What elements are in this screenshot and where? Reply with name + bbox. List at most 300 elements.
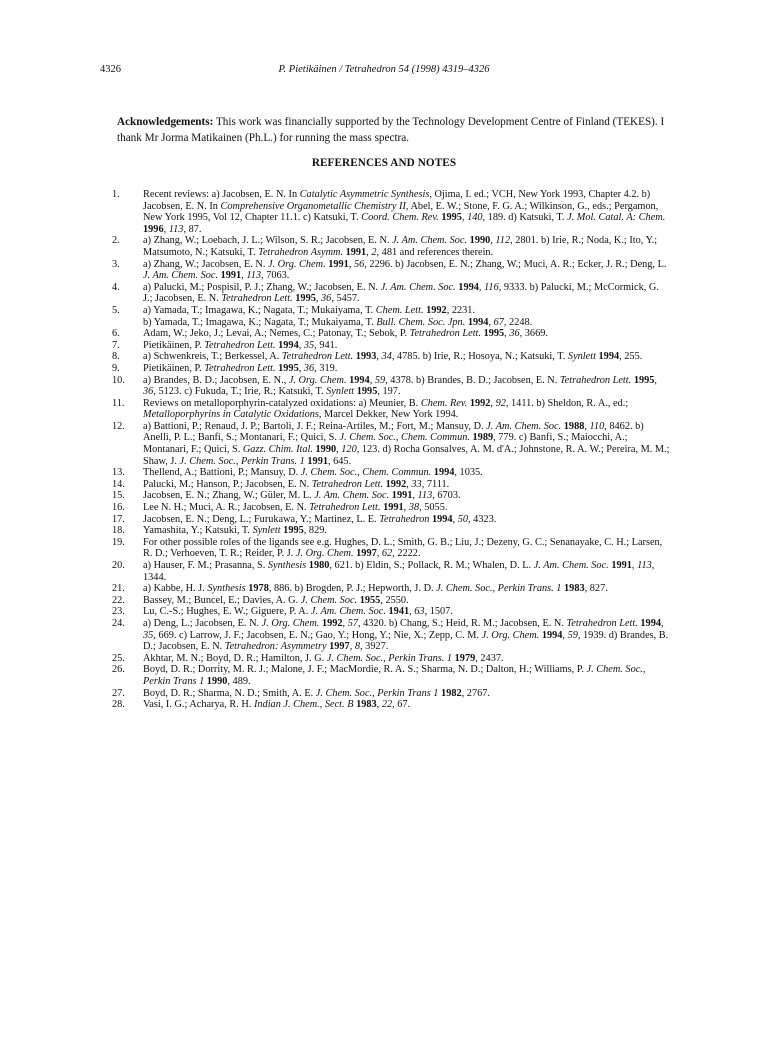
reference-segment: b) Yamada, T.; Imagawa, K.; Nagata, T.; Mukaiyama, T. xyxy=(143,316,377,328)
reference-segment: , xyxy=(403,502,409,514)
reference-segment: a) Deng, L.; Jacobsen, E. N. xyxy=(143,617,262,629)
reference-text xyxy=(143,537,662,560)
reference-number: 23. xyxy=(112,606,125,618)
reference-text xyxy=(143,363,337,374)
reference-segment: , xyxy=(315,293,322,305)
reference-number: 25. xyxy=(112,652,125,664)
reference-italic: Tetrahedron Lett. xyxy=(409,328,481,340)
reference-segment: , 489. xyxy=(227,675,251,687)
reference-segment: , 4785. b) Irie, R.; Hosoya, N.; Katsuki, T. xyxy=(391,351,568,363)
reference-segment: , 87. xyxy=(183,223,202,235)
reference-italic: Tetrahedron: Asymmetry xyxy=(224,641,327,653)
reference-text xyxy=(143,595,409,606)
reference-segment: Yamashita, Y.; Katsuki, T. xyxy=(143,525,253,537)
reference-segment: Akhtar, M. N.; Boyd, D. R.; Hamilton, J. G. xyxy=(143,652,327,664)
reference-italic: 116 xyxy=(484,281,499,293)
reference-segment: , 5457. xyxy=(331,293,360,305)
reference-text xyxy=(143,583,608,594)
reference-italic: J. Org. Chem. xyxy=(288,374,347,386)
reference-year: 1995 xyxy=(295,293,316,305)
reference-item xyxy=(112,467,670,479)
reference-italic: J. Chem. Soc. xyxy=(300,594,358,606)
reference-segment: , xyxy=(504,328,510,340)
reference-segment: , 669. c) Larrow, J. F.; Jacobsen, E. N.; Gao, Y.; Hong, Y.; Nie, X.; Zepp, C. M. xyxy=(153,629,482,641)
reference-italic: J. Org. Chem. xyxy=(267,258,326,270)
reference-italic: J. Chem. Soc., Perkin Trans. 1 xyxy=(179,455,305,467)
reference-segment: a) Yamada, T.; Imagawa, K.; Nagata, T.; Mukaiyama, T. xyxy=(143,304,376,316)
reference-segment: Lee N. H.; Muci, A. R.; Jacobsen, E. N. xyxy=(143,502,310,514)
reference-segment: , 779. c) Banfi, S.; Maiocchi, A.; Montanari, F.; Quici, S. xyxy=(143,432,628,456)
reference-segment: Pietikäinen, P. xyxy=(143,339,205,351)
reference-segment: , xyxy=(349,641,355,653)
reference-text xyxy=(143,351,642,362)
reference-item xyxy=(112,421,670,467)
reference-item xyxy=(112,351,670,363)
reference-italic: Catalytic Asymmetric Synthesis xyxy=(299,189,430,200)
reference-year: 1991 xyxy=(220,270,242,282)
reference-italic: Tetrahedron Lett. xyxy=(204,339,276,351)
reference-italic: J. Chem. Soc., Perkin Trans. 1 xyxy=(436,583,562,595)
reference-text xyxy=(143,398,628,421)
reference-year: 1995 xyxy=(278,362,299,374)
reference-year: 1993 xyxy=(355,351,377,363)
reference-segment: , 1939. d) Brandes, B. D.; Jacobsen, E. N. xyxy=(143,629,669,653)
reference-segment: , 5123. c) Fukuda, T.; Irie, R.; Katsuki, T. xyxy=(153,386,327,398)
reference-italic: 120 xyxy=(341,444,357,456)
reference-number: 14. xyxy=(112,478,125,490)
reference-segment: a) Zhang, W.; Jacobsen, E. N. xyxy=(143,258,268,270)
reference-italic: Synlett xyxy=(567,351,596,363)
reference-number: 20. xyxy=(112,560,125,571)
reference-italic: 35 xyxy=(143,629,154,641)
reference-italic: Metalloporphyrins in Catalytic Oxidations xyxy=(143,409,319,421)
reference-text xyxy=(143,699,410,710)
reference-text xyxy=(143,340,337,351)
reference-number: 13. xyxy=(112,467,125,479)
references-title: REFERENCES AND NOTES xyxy=(311,157,457,169)
reference-item xyxy=(112,490,670,502)
reference-text xyxy=(143,618,668,652)
reference-text xyxy=(143,375,657,398)
reference-italic: 8 xyxy=(354,641,361,653)
reference-segment: , xyxy=(369,374,375,386)
reference-italic: 63 xyxy=(414,606,425,618)
reference-segment: , 621. b) Eldin, S.; Pollack, R. M.; Whalen, D. L. xyxy=(329,560,534,571)
reference-text xyxy=(143,479,449,490)
reference-segment: , 886. b) Brogden, P. J.; Hepworth, J. D. xyxy=(268,583,437,595)
reference-number: 2. xyxy=(112,235,120,247)
reference-segment: , xyxy=(631,560,638,571)
reference-number: 16. xyxy=(112,502,125,514)
reference-text xyxy=(143,467,483,478)
reference-text xyxy=(143,421,670,467)
reference-segment: a) Battioni, P.; Renaud, J. P.; Bartoli, J. F.; Reina-Artiles, M.; Fort, M.; Mansuy, D. xyxy=(143,420,487,432)
reference-item xyxy=(112,664,670,687)
reference-segment: , 189. d) Katsuki, T. xyxy=(482,212,568,224)
reference-segment: Lu, C.-S.; Hughes, E. W.; Giguere, P. A. xyxy=(143,606,311,618)
reference-number: 17. xyxy=(112,513,125,525)
reference-year: 1994 xyxy=(598,351,620,363)
reference-segment: a) Zhang, W.; Loebach, J. L.; Wilson, S. R.; Jacobsen, E. N. xyxy=(143,235,393,247)
reference-italic: 67 xyxy=(493,316,504,328)
acknowledgements xyxy=(117,114,667,146)
reference-year: 1994 xyxy=(541,629,563,641)
reference-italic: 112 xyxy=(495,235,511,247)
reference-segment: , xyxy=(654,374,657,386)
reference-text xyxy=(143,259,666,282)
reference-italic: Synlett xyxy=(252,525,281,537)
reference-year: 1989 xyxy=(472,432,494,444)
reference-item xyxy=(112,305,670,328)
reference-italic: 113 xyxy=(637,560,652,571)
reference-italic: 113 xyxy=(417,490,433,502)
reference-text xyxy=(143,490,461,501)
reference-segment: , 1411. b) Sheldon, R. A., ed.; xyxy=(505,397,629,409)
reference-text xyxy=(143,525,327,536)
reference-item xyxy=(112,688,670,700)
reference-italic: 57 xyxy=(347,617,358,629)
reference-year: 1995 xyxy=(283,525,304,537)
reference-segment: , 2767. xyxy=(461,687,490,699)
reference-segment: a) Palucki, M.; Pospisil, P. J.; Zhang, W.; Jacobsen, E. N. xyxy=(143,281,381,293)
acknowledgements-text: This work was financially supported by the Technology Development Centre of Finland (TEKES). I thank Mr Jorma Matikainen (Ph.L.) for running the mass spectra. xyxy=(117,116,665,144)
reference-item xyxy=(112,479,670,491)
reference-segment: Palucki, M.; Hanson, P.; Jacobsen, E. N. xyxy=(143,478,312,490)
reference-italic: Gazz. Chim. Ital. xyxy=(242,444,313,456)
reference-italic: J. Org. Chem. xyxy=(261,617,320,629)
reference-number: 10. xyxy=(112,374,125,386)
reference-italic: 62 xyxy=(381,548,393,560)
reference-segment: , xyxy=(298,362,304,374)
reference-year: 1990 xyxy=(315,444,337,456)
reference-segment: , xyxy=(348,258,354,270)
reference-segment: , 7111. xyxy=(421,478,450,490)
reference-number: 19. xyxy=(112,536,125,548)
reference-italic: J. Am. Chem. Soc. xyxy=(380,281,456,293)
reference-text xyxy=(143,502,447,513)
reference-italic: Tetrahedron Lett. xyxy=(221,293,293,305)
reference-italic: J. Am. Chem. Soc. xyxy=(392,235,468,247)
running-title: P. Pietikäinen / Tetrahedron 54 (1998) 4319–4326 xyxy=(278,64,490,75)
reference-segment: , 1344. xyxy=(143,560,655,583)
reference-segment: Jacobsen, E. N.; Deng, L.; Furukawa, Y.; Martinez, L. E. xyxy=(143,513,380,525)
reference-text xyxy=(143,305,532,328)
reference-item xyxy=(112,618,670,653)
reference-italic: Tetrahedron Lett. xyxy=(311,478,384,490)
reference-number: 27. xyxy=(112,687,125,699)
reference-italic: Chem. Lett. xyxy=(375,304,424,316)
reference-segment: , 4378. b) Brandes, B. D.; Jacobsen, E. N. xyxy=(385,374,560,386)
reference-italic: 36 xyxy=(321,293,332,305)
reference-segment: , 4323. xyxy=(468,513,497,525)
reference-italic: 22 xyxy=(381,699,393,711)
reference-item xyxy=(112,537,670,560)
reference-segment: , xyxy=(336,444,342,456)
reference-segment: , xyxy=(488,316,494,328)
reference-item xyxy=(112,398,670,421)
reference-item xyxy=(112,653,670,665)
reference-italic: J. Chem. Soc., Perkin Trans. 1 xyxy=(326,652,453,664)
reference-segment: , 827. xyxy=(584,583,608,595)
reference-segment: , Abel, E. W.; Stone, F. G. A.; Wilkinson, G., eds.; Pergamon, New York 1995, Vol 12, Chapter 11.1. c) Katsuki, T. xyxy=(143,200,659,224)
reference-segment: , xyxy=(478,281,485,293)
reference-italic: Indian J. Chem., Sect. B xyxy=(253,699,354,711)
reference-item xyxy=(112,525,670,537)
reference-segment: , 123. d) Rocha Gonsalves, A. M. d'A.; Johnstone, R. A. W.; Pereira, M. M.; Shaw, J. xyxy=(143,444,670,467)
reference-italic: J. Am. Chem. Soc. xyxy=(533,560,609,571)
reference-item xyxy=(112,502,670,514)
reference-year: 1983 xyxy=(356,699,377,711)
reference-year: 1992 xyxy=(385,478,407,490)
reference-segment: , 3927. xyxy=(360,641,389,653)
reference-segment: , 319. xyxy=(314,362,338,374)
reference-year: 1994 xyxy=(640,617,661,629)
reference-italic: J. Am. Chem. Soc. xyxy=(486,420,562,432)
reference-segment: , xyxy=(584,420,590,432)
reference-segment: Bassey, M.; Buncel, E.; Davies, A. G. xyxy=(143,594,301,606)
reference-segment: a) Hauser, F. M.; Prasanna, S. xyxy=(143,560,268,571)
reference-number: 12. xyxy=(112,420,125,432)
reference-text xyxy=(143,514,496,525)
reference-segment: , 67. xyxy=(392,699,411,711)
reference-segment: , xyxy=(452,513,458,525)
reference-italic: Synthesis xyxy=(267,560,307,571)
reference-number: 3. xyxy=(112,258,120,270)
reference-italic: Tetrahedron Lett. xyxy=(204,362,276,374)
reference-segment: , 481 and references therein. xyxy=(376,246,494,258)
reference-italic: Comprehensive Organometallic Chemistry II xyxy=(220,200,406,212)
reference-italic: 38 xyxy=(408,502,420,514)
reference-year: 1992 xyxy=(469,397,491,409)
reference-item xyxy=(112,235,670,258)
reference-segment: , 941. xyxy=(314,339,338,351)
reference-text xyxy=(143,235,657,258)
reference-number: 6. xyxy=(112,328,120,340)
reference-segment: a) Brandes, B. D.; Jacobsen, E. N., xyxy=(143,374,289,386)
reference-number: 28. xyxy=(112,699,125,711)
reference-italic: J. Am. Chem. Soc. xyxy=(314,490,390,502)
reference-item xyxy=(112,328,670,340)
reference-number: 15. xyxy=(112,490,125,502)
reference-segment: , xyxy=(241,270,247,282)
reference-item xyxy=(112,583,670,595)
reference-text xyxy=(143,653,504,664)
reference-year: 1992 xyxy=(426,304,447,316)
reference-segment: , xyxy=(562,629,568,641)
reference-segment: , 2248. xyxy=(503,316,533,328)
reference-year: 1992 xyxy=(321,617,343,629)
reference-italic: Tetrahedron Asymm. xyxy=(258,246,344,258)
page-header xyxy=(100,64,668,78)
reference-text xyxy=(143,189,665,235)
reference-text xyxy=(143,688,490,699)
reference-italic: J. Am. Chem. Soc. xyxy=(310,606,386,618)
reference-year: 1996 xyxy=(143,223,164,235)
reference-segment: , xyxy=(163,223,169,235)
reference-year: 1978 xyxy=(248,583,269,595)
reference-italic: 36 xyxy=(303,362,315,374)
reference-year: 1982 xyxy=(441,687,462,699)
reference-item xyxy=(112,606,670,618)
reference-italic: 110 xyxy=(589,420,605,432)
reference-year: 1991 xyxy=(611,560,632,571)
reference-italic: Bull. Chem. Soc. Jpn. xyxy=(376,316,466,328)
reference-italic: J. Chem. Soc., Chem. Commun. xyxy=(300,467,432,479)
reference-segment: Boyd, D. R.; Sharma, N. D.; Smith, A. E. xyxy=(143,687,316,699)
reference-segment: , xyxy=(366,246,372,258)
reference-year: 1995 xyxy=(633,374,655,386)
reference-segment: a) Kabbe, H. J. xyxy=(143,583,208,595)
reference-italic: J. Mol. Catal. A: Chem. xyxy=(567,212,666,224)
reference-segment: , xyxy=(406,478,412,490)
acknowledgements-heading: Acknowledgements: xyxy=(117,116,214,128)
reference-segment: , Marcel Dekker, New York 1994. xyxy=(318,409,459,421)
reference-year: 1983 xyxy=(564,583,585,595)
reference-item xyxy=(112,363,670,375)
reference-number: 11. xyxy=(112,397,125,409)
reference-number: 9. xyxy=(112,362,120,374)
reference-number: 18. xyxy=(112,525,125,537)
reference-segment: Adam, W.; Jeko, J.; Levai, A.; Nemes, C.; Patonay, T.; Sebok, P. xyxy=(143,328,410,340)
reference-segment: Jacobsen, E. N.; Zhang, W.; Güler, M. L. xyxy=(143,490,315,502)
reference-year: 1991 xyxy=(383,502,404,514)
reference-segment: , 2437. xyxy=(475,652,504,664)
reference-segment: , xyxy=(376,351,382,363)
reference-year: 1997 xyxy=(329,641,350,653)
reference-year: 1991 xyxy=(307,455,328,467)
reference-segment: , xyxy=(376,548,382,560)
reference-italic: 36 xyxy=(509,328,520,340)
reference-text xyxy=(143,606,453,617)
reference-segment: , xyxy=(376,699,382,711)
reference-number: 8. xyxy=(112,351,120,363)
reference-number: 26. xyxy=(112,664,125,676)
reference-segment: , xyxy=(409,606,415,618)
reference-italic: 113 xyxy=(246,270,262,282)
reference-italic: 113 xyxy=(168,223,184,235)
reference-year: 1991 xyxy=(345,246,367,258)
reference-year: 1995 xyxy=(441,212,462,224)
reference-number: 1. xyxy=(112,189,120,200)
reference-segment: Boyd, D. R.; Dorrity, M. R. J.; Malone, J. F.; MacMordie, R. A. S.; Sharma, N. D.; Dalton, H.; Williams, P. xyxy=(143,664,587,676)
reference-item xyxy=(112,340,670,352)
reference-segment: , 6703. xyxy=(432,490,461,502)
reference-segment: , xyxy=(461,212,468,224)
reference-segment: Reviews on metalloporphyrin-catalyzed oxidations: a) Meunier, B. xyxy=(143,397,421,409)
reference-number: 24. xyxy=(112,617,125,629)
reference-italic: 34 xyxy=(381,351,392,363)
reference-item xyxy=(112,375,670,398)
reference-italic: J. Chem. Soc., Chem. Commun. xyxy=(339,432,470,444)
reference-italic: 59 xyxy=(374,374,386,386)
reference-year: 1997 xyxy=(356,548,377,560)
reference-text xyxy=(143,560,654,583)
reference-number: 7. xyxy=(112,339,120,351)
reference-italic: 59 xyxy=(567,629,578,641)
reference-segment: , 1035. xyxy=(454,467,483,479)
reference-italic: 50 xyxy=(457,513,469,525)
reference-item xyxy=(112,189,670,235)
reference-year: 1988 xyxy=(563,420,585,432)
reference-segment: Pietikäinen, P. xyxy=(143,362,205,374)
reference-segment: , 3669. xyxy=(519,328,548,340)
reference-year: 1990 xyxy=(206,675,228,687)
reference-year: 1994 xyxy=(349,374,370,386)
reference-year: 1990 xyxy=(469,235,491,247)
reference-italic: Tetrahedron Lett. xyxy=(309,502,381,514)
reference-text xyxy=(143,328,548,339)
reference-italic: 92 xyxy=(495,397,506,409)
reference-segment: , 2550. xyxy=(380,594,409,606)
references-list xyxy=(112,189,670,711)
reference-italic: 33 xyxy=(411,478,422,490)
reference-italic: J. Chem. Soc., Perkin Trans 1 xyxy=(143,664,646,687)
reference-segment: , xyxy=(412,490,418,502)
reference-segment: , 829. xyxy=(303,525,327,537)
reference-year: 1991 xyxy=(391,490,413,502)
reference-number: 21. xyxy=(112,583,125,595)
reference-italic: 140 xyxy=(467,212,483,224)
reference-italic: Tetrahedron Lett. xyxy=(281,351,354,363)
reference-item xyxy=(112,560,670,583)
reference-italic: 56 xyxy=(353,258,365,270)
reference-number: 4. xyxy=(112,281,120,293)
reference-item xyxy=(112,514,670,526)
reference-year: 1994 xyxy=(278,339,299,351)
reference-italic: Synthesis xyxy=(207,583,246,595)
reference-segment: , xyxy=(342,617,348,629)
reference-year: 1979 xyxy=(454,652,476,664)
reference-segment: , xyxy=(298,339,304,351)
reference-item xyxy=(112,282,670,305)
reference-text xyxy=(143,282,659,305)
reference-italic: J. Chem. Soc., Perkin Trans 1 xyxy=(315,687,439,699)
reference-italic: 36 xyxy=(143,386,154,398)
reference-segment: , 645. xyxy=(327,455,352,467)
reference-year: 1995 xyxy=(356,386,378,398)
reference-segment: For other possible roles of the ligands see e.g. Hughes, D. L.; Smith, G. B.; Liu, J.; Dezeny, G. C.; Senanayake, C. H.; Larsen, R. D.; Verhoeven, T. R.; Reider, P. J. xyxy=(143,536,663,560)
reference-italic: J. Am. Chem. Soc. xyxy=(143,270,219,282)
reference-year: 1994 xyxy=(433,467,455,479)
reference-year: 1995 xyxy=(483,328,505,340)
reference-year: 1994 xyxy=(458,281,479,293)
reference-item xyxy=(112,699,670,711)
reference-item xyxy=(112,259,670,282)
reference-italic: J. Org. Chem. xyxy=(481,629,540,641)
reference-number: 22. xyxy=(112,594,125,606)
reference-italic: Chem. Rev. xyxy=(420,397,468,409)
reference-segment: , Ojima, I. ed.; VCH, New York 1993, Chapter 4.2. b) Jacobsen, E. N. In xyxy=(143,189,651,212)
reference-segment: , xyxy=(490,235,496,247)
reference-segment: , 2296. b) Jacobsen, E. N.; Zhang, W.; Muci, A. R.; Ecker, J. R.; Deng, L. xyxy=(364,258,667,270)
reference-segment: , 2231. xyxy=(446,304,476,316)
reference-italic: 35 xyxy=(303,339,315,351)
reference-segment: , 8462. b) Anelli, P. L.; Banfi, S.; Montanari, F.; Quici, S. xyxy=(143,420,644,444)
reference-year: 1941 xyxy=(388,606,410,618)
reference-segment: , 1507. xyxy=(424,606,453,618)
reference-segment: , 5055. xyxy=(419,502,448,514)
reference-segment: , 2801. b) Irie, R.; Noda, K.; Ito, Y.; Matsumoto, N.; Katsuki, T. xyxy=(143,235,658,258)
reference-segment: , 9333. b) Palucki, M.; McCormick, G. J.; Jacobsen, E. N. xyxy=(143,281,659,305)
reference-year: 1994 xyxy=(431,513,453,525)
reference-italic: 2 xyxy=(371,246,377,258)
reference-italic: Tetrahedron Lett. xyxy=(566,617,638,629)
reference-text xyxy=(143,664,645,687)
reference-segment: Recent reviews: a) Jacobsen, E. N. In xyxy=(143,189,300,200)
reference-italic: Coord. Chem. Rev. xyxy=(361,212,439,224)
reference-segment: , 2222. xyxy=(392,548,421,560)
reference-segment: a) Schwenkreis, T.; Berkessel, A. xyxy=(143,351,282,363)
